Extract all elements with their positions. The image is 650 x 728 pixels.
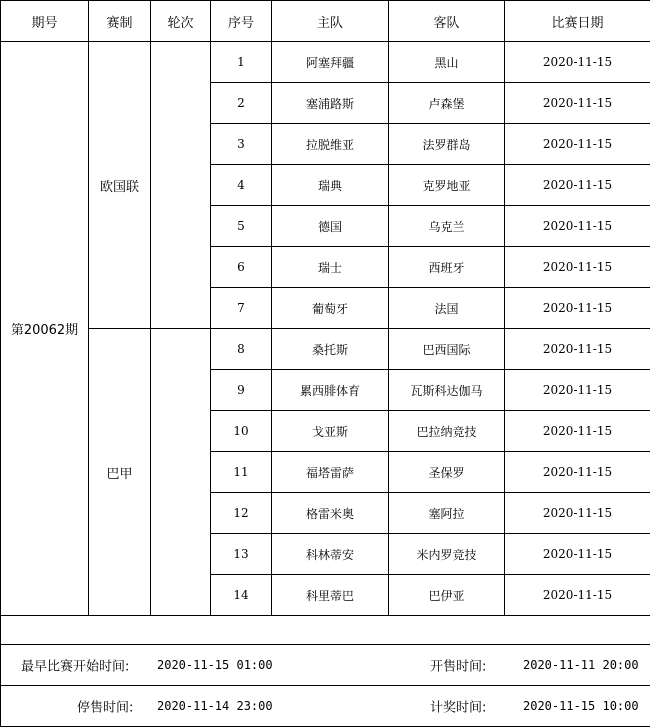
home-team-cell: 科里蒂巴	[272, 575, 389, 616]
info-row-start-sale	[1, 645, 650, 686]
match-date-cell: 2020-11-15	[505, 575, 650, 616]
away-team-cell: 巴西国际	[389, 329, 505, 370]
match-date-cell: 2020-11-15	[505, 206, 650, 247]
seq-cell: 12	[211, 493, 272, 534]
header-date: 比赛日期	[505, 1, 650, 42]
home-team-cell: 德国	[272, 206, 389, 247]
seq-cell: 2	[211, 83, 272, 124]
seq-cell: 9	[211, 370, 272, 411]
seq-cell: 6	[211, 247, 272, 288]
match-date-cell: 2020-11-15	[505, 411, 650, 452]
away-team-cell: 黑山	[389, 42, 505, 83]
info-row-stop-prize	[1, 686, 650, 727]
table-row	[1, 42, 650, 83]
spacer-row	[1, 616, 650, 645]
table-row	[1, 329, 650, 370]
away-team-cell: 克罗地亚	[389, 165, 505, 206]
earliest-start-label: 最早比赛开始时间:	[21, 659, 130, 675]
match-date-cell: 2020-11-15	[505, 165, 650, 206]
sale-stop-value: 2020-11-14 23:00	[157, 699, 273, 713]
format-cell-uefa-nations-league: 欧国联	[89, 42, 151, 329]
seq-cell: 13	[211, 534, 272, 575]
seq-cell: 14	[211, 575, 272, 616]
prize-time-value: 2020-11-15 10:00	[523, 699, 639, 713]
header-period: 期号	[1, 1, 89, 42]
away-team-cell: 瓦斯科达伽马	[389, 370, 505, 411]
info-cell	[1, 686, 650, 727]
seq-cell: 8	[211, 329, 272, 370]
away-team-cell: 塞阿拉	[389, 493, 505, 534]
home-team-cell: 福塔雷萨	[272, 452, 389, 493]
info-cell	[1, 645, 650, 686]
away-team-cell: 巴拉纳竞技	[389, 411, 505, 452]
match-date-cell: 2020-11-15	[505, 370, 650, 411]
header-seq: 序号	[211, 1, 272, 42]
match-date-cell: 2020-11-15	[505, 493, 650, 534]
seq-cell: 4	[211, 165, 272, 206]
header-format: 赛制	[89, 1, 151, 42]
match-date-cell: 2020-11-15	[505, 42, 650, 83]
home-team-cell: 拉脱维亚	[272, 124, 389, 165]
format-cell-brasileirao: 巴甲	[89, 329, 151, 616]
header-round: 轮次	[151, 1, 211, 42]
home-team-cell: 葡萄牙	[272, 288, 389, 329]
home-team-cell: 科林蒂安	[272, 534, 389, 575]
header-home: 主队	[272, 1, 389, 42]
match-date-cell: 2020-11-15	[505, 452, 650, 493]
home-team-cell: 瑞士	[272, 247, 389, 288]
match-date-cell: 2020-11-15	[505, 329, 650, 370]
match-date-cell: 2020-11-15	[505, 124, 650, 165]
spacer-cell	[1, 616, 650, 645]
sale-start-label: 开售时间:	[430, 659, 487, 675]
match-date-cell: 2020-11-15	[505, 534, 650, 575]
away-team-cell: 法罗群岛	[389, 124, 505, 165]
seq-cell: 11	[211, 452, 272, 493]
prize-time-label: 计奖时间:	[430, 700, 487, 716]
header-row	[1, 1, 650, 42]
home-team-cell: 阿塞拜疆	[272, 42, 389, 83]
away-team-cell: 乌克兰	[389, 206, 505, 247]
match-date-cell: 2020-11-15	[505, 288, 650, 329]
match-date-cell: 2020-11-15	[505, 247, 650, 288]
away-team-cell: 巴伊亚	[389, 575, 505, 616]
home-team-cell: 累西腓体育	[272, 370, 389, 411]
seq-cell: 1	[211, 42, 272, 83]
away-team-cell: 米内罗竞技	[389, 534, 505, 575]
header-away: 客队	[389, 1, 505, 42]
home-team-cell: 瑞典	[272, 165, 389, 206]
away-team-cell: 西班牙	[389, 247, 505, 288]
away-team-cell: 卢森堡	[389, 83, 505, 124]
seq-cell: 7	[211, 288, 272, 329]
seq-cell: 10	[211, 411, 272, 452]
match-date-cell: 2020-11-15	[505, 83, 650, 124]
round-cell	[151, 329, 211, 616]
sale-stop-label: 停售时间:	[77, 700, 134, 716]
home-team-cell: 戈亚斯	[272, 411, 389, 452]
seq-cell: 3	[211, 124, 272, 165]
earliest-start-value: 2020-11-15 01:00	[157, 658, 273, 672]
round-cell	[151, 42, 211, 329]
away-team-cell: 圣保罗	[389, 452, 505, 493]
period-cell: 第20062期	[1, 42, 89, 616]
home-team-cell: 桑托斯	[272, 329, 389, 370]
away-team-cell: 法国	[389, 288, 505, 329]
home-team-cell: 格雷米奥	[272, 493, 389, 534]
sale-start-value: 2020-11-11 20:00	[523, 658, 639, 672]
seq-cell: 5	[211, 206, 272, 247]
home-team-cell: 塞浦路斯	[272, 83, 389, 124]
